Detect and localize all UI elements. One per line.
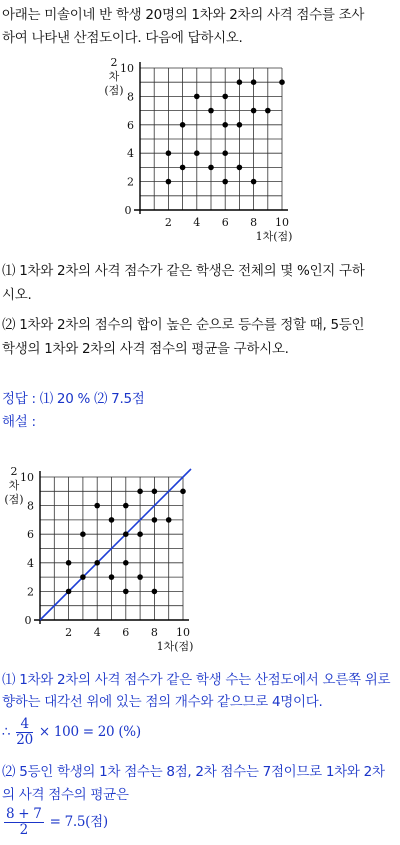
solution-1-formula: [2, 716, 398, 750]
x-tick-label: 10: [176, 626, 190, 639]
data-point: [80, 531, 86, 537]
y-tick-label: 10: [20, 471, 34, 484]
fraction-denominator: 20: [16, 731, 33, 748]
data-point: [152, 589, 158, 595]
fraction-numerator: 8 + 7: [6, 805, 42, 822]
data-point: [109, 517, 115, 523]
solution-1-line-2: 향하는 대각선 위에 있는 점의 개수와 같으므로 4명이다.: [2, 694, 323, 710]
data-point: [123, 531, 129, 537]
data-point: [94, 560, 100, 566]
y-axis-label: 차: [8, 479, 20, 492]
data-point: [137, 489, 143, 495]
y-axis-label: 2: [110, 56, 118, 69]
fraction-4-over-20: [16, 717, 33, 748]
question-2-line-1: ⑵ 1차와 2차의 점수의 합이 높은 순으로 등수를 정할 때, 5등인: [2, 317, 365, 333]
y-tick-label: 2: [27, 585, 34, 599]
scatter-plot-problem: [95, 52, 310, 247]
data-point: [251, 108, 257, 114]
data-point: [123, 560, 129, 566]
data-point: [222, 179, 228, 185]
origin-label: 0: [24, 614, 32, 627]
data-point: [80, 574, 86, 580]
x-tick-label: 2: [164, 216, 172, 229]
data-point: [222, 122, 228, 128]
data-point: [208, 165, 214, 171]
answer-label: 정답 : ⑴ 20 % ⑵ 7.5점: [2, 391, 145, 407]
scatter-plot-solution: [2, 460, 217, 660]
y-tick-label: 8: [127, 90, 134, 104]
y-tick-label: 8: [27, 499, 34, 513]
solution-2-line-1: ⑵ 5등인 학생의 1차 점수는 8점, 2차 점수는 7점이므로 1차와 2차: [2, 764, 385, 780]
data-point: [94, 503, 100, 509]
x-tick-label: 10: [275, 216, 289, 229]
data-point: [251, 79, 257, 85]
x-tick-label: 2: [65, 626, 73, 639]
data-point: [123, 503, 129, 509]
data-point: [180, 122, 186, 128]
x-tick-label: 8: [250, 216, 258, 229]
y-axis-label: 차: [108, 70, 120, 83]
problem-line-2: 하여 나타낸 산점도이다. 다음에 답하시오.: [2, 30, 243, 46]
x-tick-label: 6: [221, 216, 229, 229]
data-point: [237, 165, 243, 171]
fraction-numerator: 4: [16, 717, 33, 733]
x-tick-label: 8: [150, 626, 158, 639]
y-axis-label: 2: [10, 465, 18, 478]
data-point: [152, 489, 158, 495]
data-point: [180, 489, 186, 495]
y-tick-label: 2: [127, 175, 134, 189]
data-point: [166, 517, 172, 523]
data-point: [123, 589, 129, 595]
data-point: [279, 79, 285, 85]
data-point: [194, 94, 200, 100]
data-point: [166, 179, 172, 185]
x-tick-label: 4: [193, 216, 201, 229]
fraction-denominator: 2: [19, 821, 28, 838]
therefore-symbol: ∴: [2, 724, 11, 740]
formula-rest: = 7.5(점): [49, 814, 108, 830]
question-2-line-2: 학생의 1차와 2차의 사격 점수의 평균을 구하시오.: [2, 341, 289, 357]
solution-1-line-1: ⑴ 1차와 2차의 사격 점수가 같은 학생 수는 산점도에서 오른쪽 위로: [2, 672, 391, 688]
data-point: [137, 531, 143, 537]
data-point: [208, 108, 214, 114]
y-axis-label: (점): [104, 84, 124, 97]
data-point: [137, 574, 143, 580]
y-tick-label: 4: [127, 147, 134, 161]
formula-rest: × 100 = 20 (%): [38, 724, 141, 740]
question-1-line-1: ⑴ 1차와 2차의 사격 점수가 같은 학생은 전체의 몇 %인지 구하: [2, 263, 365, 279]
origin-label: 0: [124, 204, 132, 217]
explanation-label: 해설 :: [2, 414, 36, 430]
x-tick-label: 6: [122, 626, 130, 639]
data-point: [66, 589, 72, 595]
y-tick-label: 6: [127, 118, 134, 132]
data-point: [194, 150, 200, 156]
data-point: [109, 574, 115, 580]
solution-2-line-2: 의 사격 점수의 평균은: [2, 787, 129, 803]
data-point: [222, 150, 228, 156]
question-1-line-2: 시오.: [2, 287, 32, 303]
data-point: [251, 179, 257, 185]
data-point: [66, 560, 72, 566]
problem-line-1: 아래는 미솔이네 반 학생 20명의 1차와 2차의 사격 점수를 조사: [2, 7, 365, 23]
y-tick-label: 6: [27, 528, 34, 542]
x-tick-label: 4: [93, 626, 101, 639]
y-tick-label: 10: [120, 62, 134, 75]
data-point: [265, 108, 271, 114]
data-point: [180, 165, 186, 171]
y-axis-label: (점): [4, 493, 24, 506]
fraction-average: [4, 807, 44, 838]
solution-2-formula: [2, 806, 398, 842]
data-point: [237, 79, 243, 85]
data-point: [166, 150, 172, 156]
data-point: [237, 122, 243, 128]
data-point: [152, 517, 158, 523]
x-axis-label: 1차(점): [156, 640, 194, 653]
data-point: [222, 94, 228, 100]
x-axis-label: 1차(점): [255, 230, 293, 243]
y-tick-label: 4: [27, 556, 34, 570]
